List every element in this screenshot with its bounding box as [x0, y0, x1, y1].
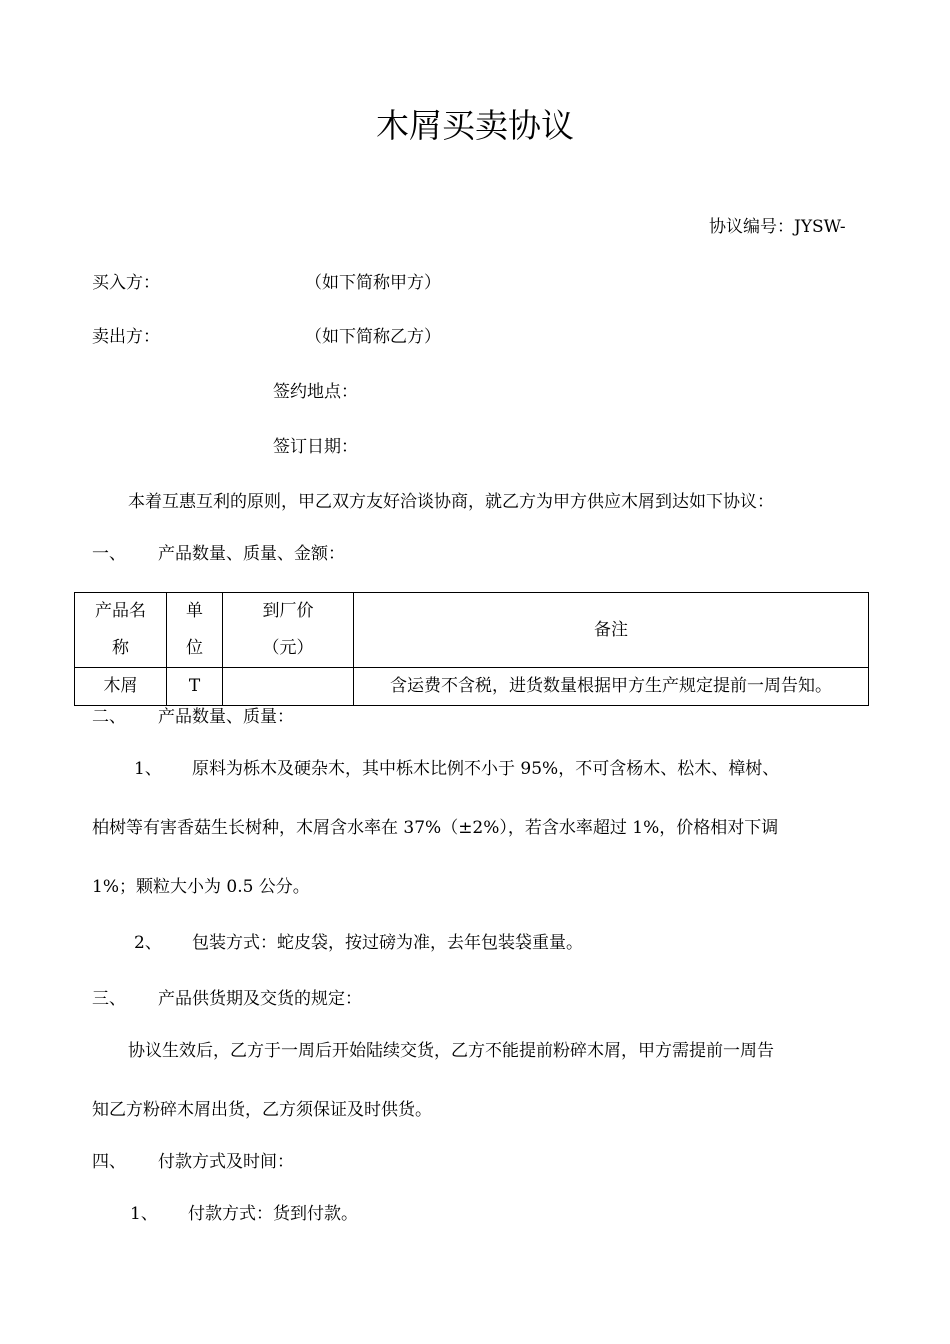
header-product-name	[75, 593, 167, 668]
intro-paragraph: 本着互惠互利的原则，甲乙双方友好洽谈协商，就乙方为甲方供应木屑到达如下协议：	[128, 492, 774, 512]
section-number: 二、	[92, 707, 126, 727]
list-item	[134, 931, 583, 955]
list-item	[134, 757, 779, 781]
seller-label: 卖出方：	[92, 327, 160, 347]
section-number: 四、	[92, 1152, 126, 1172]
paragraph-line: 知乙方粉碎木屑出货，乙方须保证及时供货。	[92, 1100, 432, 1120]
list-item-text: 付款方式：货到付款。	[188, 1204, 358, 1224]
document-title: 木屑买卖协议	[376, 106, 574, 145]
section-heading	[92, 987, 362, 1011]
header-note: 备注	[354, 593, 869, 668]
section-heading	[92, 1150, 294, 1174]
header-unit	[167, 593, 223, 668]
buyer-label: 买入方：	[92, 273, 160, 293]
header-text: （元）	[262, 638, 314, 658]
sign-place: 签约地点：	[273, 382, 358, 402]
header-price	[223, 593, 354, 668]
table-header-row	[75, 593, 869, 668]
buyer-note: （如下简称甲方）	[305, 273, 441, 293]
paragraph-line: 柏树等有害香菇生长树种，木屑含水率在 37%（±2%），若含水率超过 1%，价格相对下调	[92, 818, 779, 838]
cell-price	[223, 668, 354, 706]
header-text: 产品名	[95, 601, 146, 621]
section-title: 产品数量、质量：	[158, 707, 294, 727]
cell-note: 含运费不含税，进货数量根据甲方生产规定提前一周告知。	[354, 668, 869, 706]
header-text: 到厂价	[262, 601, 314, 621]
section-number: 三、	[92, 989, 126, 1009]
cell-product-name: 木屑	[75, 668, 167, 706]
header-text: 称	[112, 638, 129, 658]
table-row	[75, 668, 869, 706]
agreement-number: 协议编号：JYSW-	[709, 217, 846, 237]
product-table	[74, 592, 869, 706]
sign-date: 签订日期：	[273, 437, 358, 457]
seller-note: （如下简称乙方）	[305, 327, 441, 347]
section-title: 产品供货期及交货的规定：	[158, 989, 362, 1009]
paragraph-line: 1%；颗粒大小为 0.5 公分。	[92, 877, 310, 897]
cell-unit: T	[167, 668, 223, 706]
list-item-text: 原料为栎木及硬杂木，其中栎木比例不小于 95%，不可含杨木、松木、樟树、	[192, 759, 780, 779]
section-heading	[92, 705, 294, 729]
list-item-number: 1、	[130, 1204, 158, 1224]
paragraph-line: 协议生效后，乙方于一周后开始陆续交货，乙方不能提前粉碎木屑，甲方需提前一周告	[128, 1041, 774, 1061]
section-heading	[92, 542, 345, 566]
list-item-number: 1、	[134, 759, 162, 779]
header-text: 单	[186, 601, 203, 621]
list-item-text: 包装方式：蛇皮袋，按过磅为准，去年包装袋重量。	[192, 933, 583, 953]
list-item-number: 2、	[134, 933, 162, 953]
section-title: 产品数量、质量、金额：	[158, 544, 345, 564]
section-number: 一、	[92, 544, 126, 564]
list-item	[130, 1202, 358, 1226]
header-text: 位	[186, 638, 203, 658]
section-title: 付款方式及时间：	[158, 1152, 294, 1172]
